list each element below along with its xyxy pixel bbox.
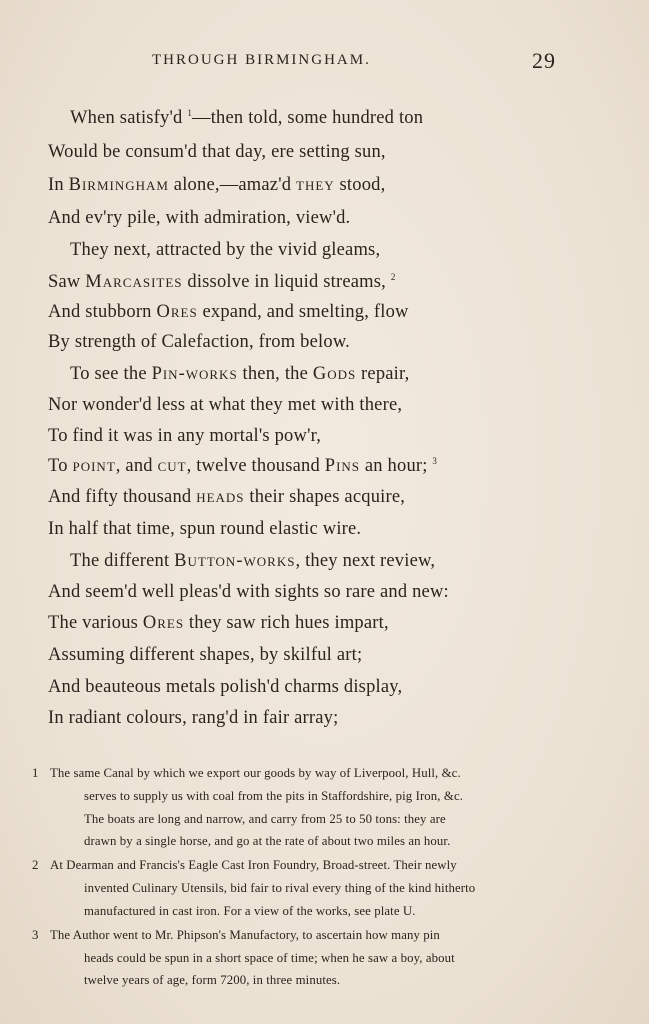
verse-line: And ev'ry pile, with admiration, view'd. bbox=[48, 208, 351, 228]
footnote-number: 3 bbox=[32, 928, 39, 942]
verse-line: Saw Marcasites dissolve in liquid streams, $^2$ bbox=[48, 272, 396, 292]
footnote-line: drawn by a single horse, and go at the rate of about two miles an hour. bbox=[84, 834, 451, 848]
verse-line: In half that time, spun round elastic wire. bbox=[48, 519, 362, 539]
page-number: 29 bbox=[532, 48, 556, 73]
verse-line: Would be consum'd that day, ere setting sun, bbox=[48, 142, 386, 162]
footnote-line: The Author went to Mr. Phipson's Manufactory, to ascertain how many pin bbox=[50, 928, 440, 942]
footnote-line: twelve years of age, form 7200, in three minutes. bbox=[84, 973, 341, 987]
verse-line: They next, attracted by the vivid gleams, bbox=[70, 240, 381, 260]
verse-line: By strength of Calefaction, from below. bbox=[48, 332, 351, 352]
footnote-line: serves to supply us with coal from the pits in Staffordshire, pig Iron, &c. bbox=[84, 789, 464, 803]
verse-line: Nor wonder'd less at what they met with there, bbox=[48, 395, 403, 415]
verse-line: The various Ores they saw rich hues impart, bbox=[48, 613, 389, 633]
footnote-line: manufactured in cast iron. For a view of the works, see plate U. bbox=[84, 904, 416, 918]
footnote-line: invented Culinary Utensils, bid fair to rival every thing of the kind hitherto bbox=[84, 881, 476, 895]
footnote-ref: 2 bbox=[390, 272, 396, 282]
verse-line: Assuming different shapes, by skilful art; bbox=[48, 645, 363, 665]
verse-line: The different Button-works, they next review, bbox=[70, 551, 436, 571]
footnote-ref: 1 bbox=[187, 108, 193, 118]
verse-line: And seem'd well pleas'd with sights so rare and new: bbox=[48, 582, 449, 602]
footnote-line: The same Canal by which we export our goods by way of Liverpool, Hull, &c. bbox=[50, 766, 461, 780]
footnote-number: 1 bbox=[32, 766, 39, 780]
footnote-line: At Dearman and Francis's Eagle Cast Iron Foundry, Broad-street. Their newly bbox=[50, 858, 457, 872]
verse-line: To find it was in any mortal's pow'r, bbox=[48, 426, 322, 446]
verse-line: To see the Pin-works then, the Gods repair, bbox=[70, 364, 410, 384]
verse-line: And beauteous metals polish'd charms display, bbox=[48, 677, 403, 697]
footnote-number: 2 bbox=[32, 858, 39, 872]
verse-line: And fifty thousand heads their shapes acquire, bbox=[48, 487, 406, 507]
verse-line: In Birmingham alone,—amaz'd they stood, bbox=[48, 175, 386, 195]
footnote-ref: 3 bbox=[432, 456, 438, 466]
running-head: THROUGH BIRMINGHAM. bbox=[152, 52, 371, 68]
verse-line: To point, and cut, twelve thousand Pins an hour; $^3$ bbox=[48, 456, 438, 476]
verse-line: In radiant colours, rang'd in fair array; bbox=[48, 708, 339, 728]
footnote-line: The boats are long and narrow, and carry from 25 to 50 tons: they are bbox=[84, 812, 446, 826]
verse-line: When satisfy'd $^1$—then told, some hundred ton bbox=[70, 108, 424, 128]
verse-line: And stubborn Ores expand, and smelting, flow bbox=[48, 302, 409, 322]
footnote-line: heads could be spun in a short space of time; when he saw a boy, about bbox=[84, 951, 455, 965]
